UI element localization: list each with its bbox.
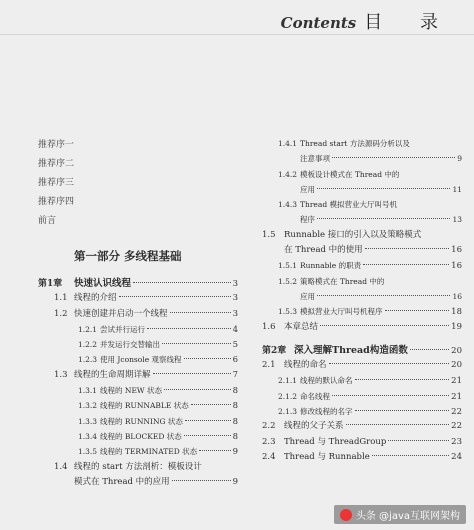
toc-leader-dots [317, 188, 450, 189]
toc-entry-title: 程序 [300, 215, 315, 225]
toc-leader-dots [164, 389, 231, 390]
toc-entry[interactable] [262, 373, 462, 388]
toc-entry-number: 1.2.3 [78, 355, 98, 365]
toc-entry-number: 1.3.1 [78, 386, 98, 396]
toc-entry[interactable] [38, 398, 238, 413]
toc-leader-dots [170, 312, 231, 313]
toc-entry-title: 线程的 start 方法剖析：模板设计 [74, 461, 202, 472]
toc-entry-number: 1.3.4 [78, 431, 98, 441]
toc-entry-page: 16 [451, 245, 462, 256]
watermark-text: 头条 @java互联网架构 [355, 511, 460, 522]
toc-entry[interactable] [262, 404, 462, 419]
toc-entry-number: 1.5 [262, 229, 276, 240]
toc-entry-title: 应用 [300, 184, 315, 194]
toc-entry-title: 快速认识线程 [74, 278, 132, 289]
toc-entry-number: 2.1 [262, 360, 276, 371]
toc-leader-dots [153, 373, 231, 374]
toc-leader-dots [372, 455, 449, 456]
watermark [334, 505, 466, 524]
toc-entry[interactable] [38, 429, 238, 444]
toc-entry[interactable] [38, 291, 238, 306]
toc-entry-page: 5 [232, 340, 238, 351]
toc-entry[interactable] [262, 167, 462, 182]
toc-entry-title: Runnable 接口的引入以及策略模式 [284, 229, 422, 240]
toc-entry-page: 20 [451, 345, 462, 356]
toc-leader-dots [332, 395, 449, 396]
toc-entry-title: 线程的 BLOCKED 状态 [100, 431, 182, 441]
page-header [281, 8, 454, 34]
toc-entry-page: 9 [232, 476, 238, 487]
toc-entry[interactable] [262, 389, 462, 404]
toc-entry-title: 使用 Jconsole 观察线程 [100, 355, 182, 365]
toc-entry-title: Runnable 的职责 [300, 261, 362, 271]
toc-entry[interactable] [262, 197, 462, 212]
toc-entry-title: 命名线程 [300, 391, 330, 401]
toc-entry[interactable] [262, 419, 462, 434]
toc-entry-number: 1.3.5 [78, 447, 98, 457]
toc-leader-dots [147, 328, 231, 329]
toc-entry-page: 23 [451, 436, 462, 447]
toc-entry-title: 注意事项 [300, 154, 330, 164]
toc-entry-title: 模板设计模式在 Thread 中的 [300, 169, 400, 179]
toc-entry-page: 13 [452, 215, 462, 225]
toc-entry[interactable] [38, 383, 238, 398]
toc-leader-dots [184, 358, 231, 359]
toc-leader-dots [332, 157, 455, 158]
toc-chapter-entry[interactable] [38, 276, 238, 291]
toc-entry-title: 线程的命名 [284, 360, 327, 371]
toc-entry-title: 模拟营业大厅叫号机程序 [300, 307, 383, 317]
toc-entry[interactable] [262, 228, 462, 243]
toc-entry-page: 22 [451, 421, 462, 432]
toc-entry-title: 线程的默认命名 [300, 376, 353, 386]
toc-entry-title: 线程的介绍 [74, 293, 117, 304]
toc-entry-number: 1.4.3 [278, 200, 298, 210]
toc-entry[interactable] [262, 151, 462, 166]
toc-entry-number: 1.5.3 [278, 307, 298, 317]
toc-entry-number: 2.4 [262, 451, 276, 462]
toc-entry[interactable] [38, 337, 238, 352]
toc-entry-number: 1.4.1 [278, 139, 298, 148]
toc-leader-dots [385, 310, 450, 311]
toc-chapter-entry[interactable] [262, 343, 462, 358]
toc-left-column [38, 136, 238, 490]
toc-entry[interactable] [262, 435, 462, 450]
toc-entry-number: 1.6 [262, 321, 276, 332]
toc-entry-page: 3 [232, 279, 238, 289]
toc-entry-page: 16 [452, 291, 462, 301]
toc-entry-page: 8 [232, 401, 238, 412]
toc-entry-page: 6 [232, 355, 238, 366]
front-matter [38, 136, 238, 231]
front-item-preface-4[interactable]: 推荐序四 [38, 197, 75, 207]
toc-entry-number: 1.5.1 [278, 261, 298, 271]
toc-entry-page: 8 [232, 416, 238, 427]
toc-leader-dots [355, 379, 450, 380]
toc-entry-number: 1.3 [54, 369, 68, 380]
toc-entry[interactable] [38, 307, 238, 322]
toc-entry-page: 18 [451, 307, 462, 318]
toc-leader-dots [320, 325, 449, 326]
toc-leader-dots [388, 440, 449, 441]
toc-leader-dots [119, 296, 231, 297]
toc-entry-number: 第1章 [38, 279, 63, 289]
toc-entry[interactable] [262, 289, 462, 304]
toc-entry-page: 11 [452, 184, 462, 194]
toc-entry-page: 9 [232, 447, 238, 458]
toc-entry-title: 并发运行交替输出 [100, 340, 160, 350]
toc-entry-page: 21 [451, 376, 462, 387]
toc-entry-number: 2.1.2 [278, 391, 298, 401]
toc-entry[interactable] [262, 136, 462, 151]
toc-entry-number: 2.1.1 [278, 376, 298, 386]
toc-entry-page: 3 [232, 293, 238, 304]
toc-entry-title: 线程的 RUNNING 状态 [100, 416, 183, 426]
toc-entry-page: 19 [451, 321, 462, 332]
toc-entry-number: 1.1 [54, 293, 68, 304]
toc-entry[interactable] [38, 444, 238, 459]
toc-leader-dots [133, 282, 231, 283]
toc-leader-dots [184, 435, 231, 436]
front-item-preface-2[interactable]: 推荐序二 [38, 159, 75, 169]
toc-entry-page: 7 [232, 369, 238, 380]
toc-entry-page: 4 [232, 324, 238, 335]
toutiao-logo-icon [340, 509, 352, 521]
toc-entry[interactable] [262, 358, 462, 373]
toc-leader-dots [317, 295, 450, 296]
toc-entry[interactable] [262, 320, 462, 335]
toc-entry-title: 尝试并行运行 [100, 324, 145, 334]
toc-entry-title: Thread 与 ThreadGroup [284, 436, 387, 447]
toc-entry-title: 策略模式在 Thread 中的 [300, 276, 385, 286]
toc-entry-title: 线程的 RUNNABLE 状态 [100, 401, 189, 411]
toc-entry[interactable] [262, 304, 462, 319]
toc-leader-dots [355, 410, 450, 411]
toc-entry-page: 20 [451, 360, 462, 371]
toc-entry[interactable] [262, 274, 462, 289]
toc-entry[interactable] [38, 368, 238, 383]
toc-entry-title: Thread 模拟营业大厅叫号机 [300, 200, 398, 210]
toc-entry[interactable] [38, 460, 238, 475]
page-title: 目 录 [364, 12, 454, 33]
toc-entry[interactable] [38, 322, 238, 337]
toc-entry-number: 2.2 [262, 421, 276, 432]
toc-gap [262, 335, 462, 343]
toc-entry[interactable] [262, 450, 462, 465]
toc-entry[interactable] [262, 243, 462, 258]
toc-entry-number: 1.4 [54, 461, 68, 472]
toc-entry-number: 1.5.2 [278, 276, 298, 286]
toc-entry-title: 线程的父子关系 [284, 421, 344, 432]
toc-leader-dots [363, 264, 449, 265]
toc-leader-dots [191, 404, 231, 405]
toc-leader-dots [329, 363, 450, 364]
toc-entry-title: 线程的 TERMINATED 状态 [100, 447, 198, 457]
toc-leader-dots [185, 420, 231, 421]
toc-entry-number: 1.2 [54, 308, 68, 319]
toc-entry-title: Thread 与 Runnable [284, 451, 370, 462]
toc-entry-number: 2.3 [262, 436, 276, 447]
toc-entry-page: 16 [451, 261, 462, 272]
front-item-foreword[interactable]: 前言 [38, 216, 57, 226]
toc-leader-dots [365, 248, 450, 249]
toc-entry[interactable] [38, 475, 238, 490]
part-heading: 第一部分 多线程基础 [74, 249, 182, 263]
toc-entry-page: 21 [451, 391, 462, 402]
toc-entry-page: 9 [457, 154, 462, 164]
toc-entry-title: 本章总结 [284, 321, 319, 332]
toc-entry-title: Thread start 方法源码分析以及 [300, 139, 410, 148]
toc-entry-title: 应用 [300, 291, 315, 301]
toc-entry-page: 8 [232, 386, 238, 397]
toc-entry-number: 第2章 [262, 345, 287, 356]
toc-entry-title: 线程的生命周期详解 [74, 369, 151, 380]
toc-leader-dots [162, 343, 231, 344]
toc-entry-number: 1.3.3 [78, 416, 98, 426]
toc-entry-title: 深入理解Thread构造函数 [294, 344, 408, 356]
toc-right-column [262, 136, 462, 465]
toc-leader-dots [199, 450, 230, 451]
toc-entry[interactable] [38, 414, 238, 429]
contents-word: Contents [280, 14, 357, 32]
toc-entry-title: 在 Thread 中的使用 [284, 245, 363, 256]
toc-leader-dots [172, 480, 231, 481]
toc-entry-title: 模式在 Thread 中的应用 [74, 476, 170, 487]
toc-entry[interactable] [262, 258, 462, 273]
front-item-preface-3[interactable]: 推荐序三 [38, 178, 75, 188]
toc-left-entries [38, 276, 238, 490]
toc-entry-number: 1.3.2 [78, 401, 98, 411]
toc-leader-dots [317, 218, 450, 219]
toc-entry-page: 8 [232, 431, 238, 442]
toc-entry[interactable] [38, 352, 238, 367]
toc-entry-page: 22 [451, 407, 462, 418]
toc-entry-number: 1.4.2 [278, 169, 298, 179]
toc-entry[interactable] [262, 182, 462, 197]
toc-entry-number: 1.2.1 [78, 324, 98, 334]
front-item-preface-1[interactable]: 推荐序一 [38, 140, 75, 150]
toc-entry-number: 1.2.2 [78, 340, 98, 350]
toc-entry-number: 2.1.3 [278, 407, 298, 417]
toc-right-entries [262, 136, 462, 465]
toc-entry-title: 快速创建并启动一个线程 [74, 308, 168, 319]
toc-leader-dots [346, 424, 450, 425]
toc-entry-title: 修改线程的名字 [300, 407, 353, 417]
header-rule [0, 34, 474, 35]
toc-entry[interactable] [262, 212, 462, 227]
toc-entry-page: 24 [451, 451, 462, 462]
toc-entry-title: 线程的 NEW 状态 [100, 386, 163, 396]
toc-entry-page: 3 [232, 308, 238, 319]
toc-leader-dots [410, 349, 449, 350]
